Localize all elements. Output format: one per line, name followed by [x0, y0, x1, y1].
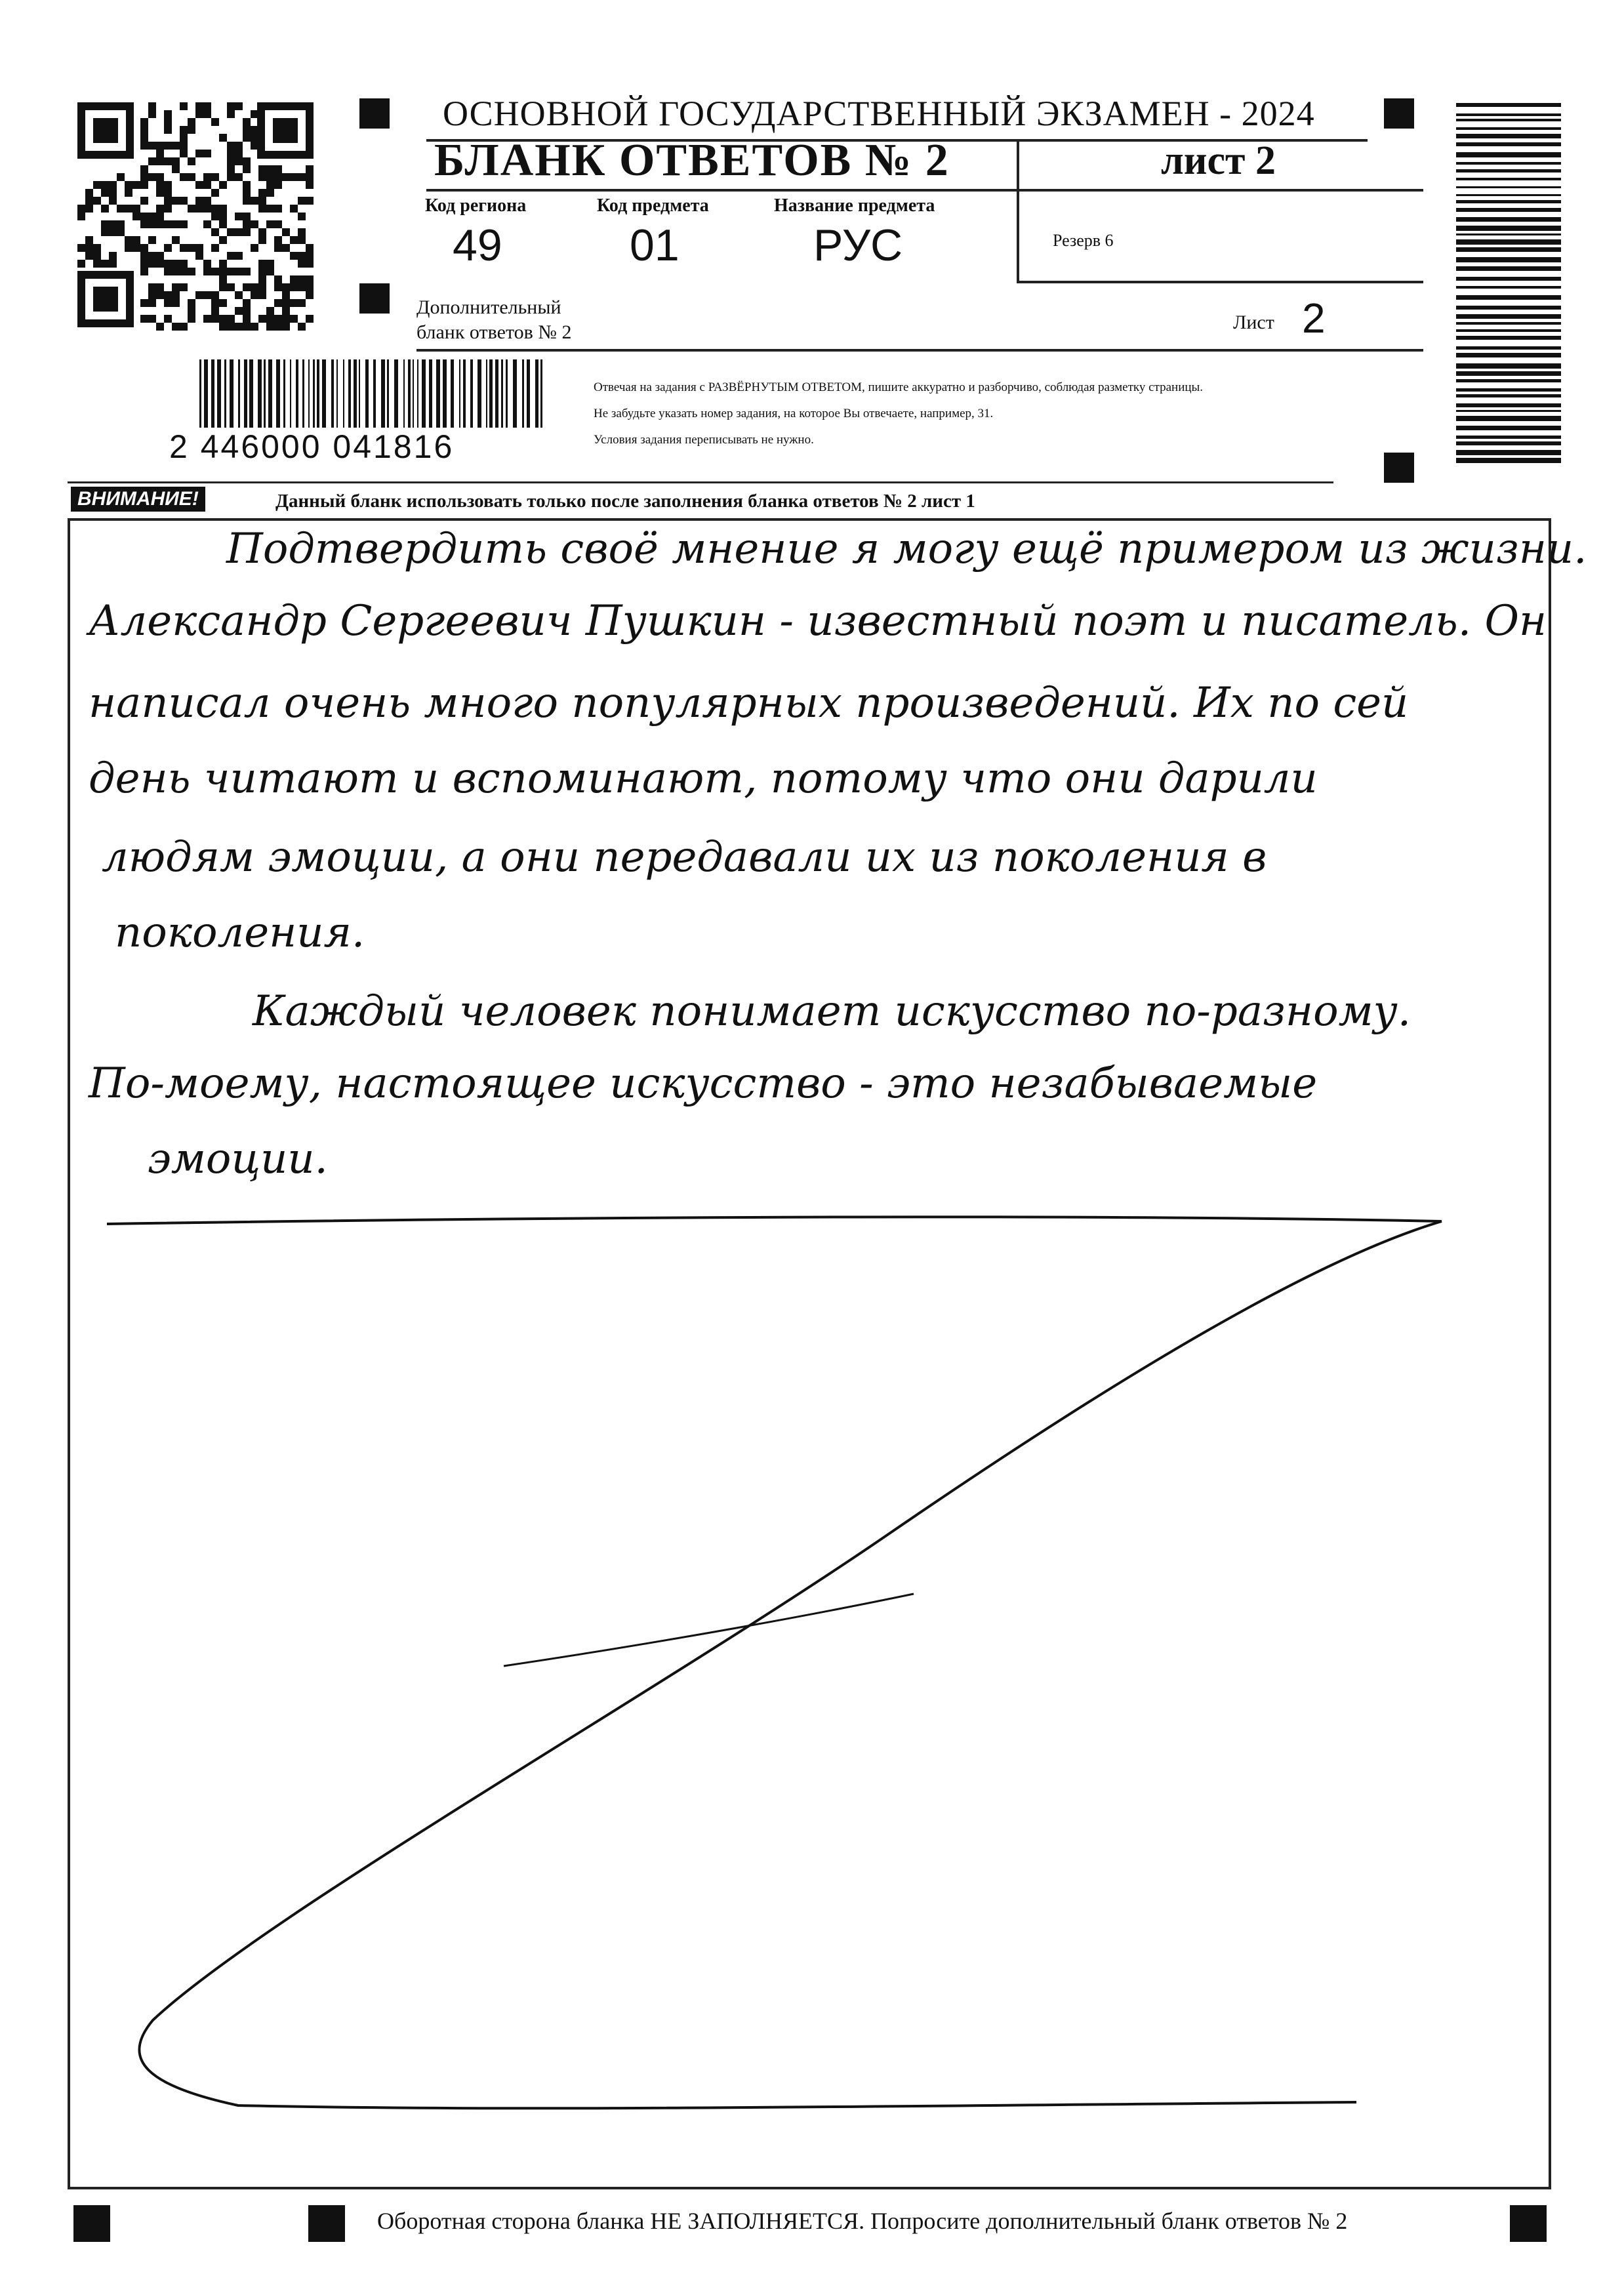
subject-code-value: 01 — [630, 220, 680, 270]
form-title: БЛАНК ОТВЕТОВ № 2 — [434, 135, 950, 186]
warning-text: Данный бланк использовать только после заполнения бланка ответов № 2 лист 1 — [275, 491, 975, 512]
instruction-line: Отвечая на задания с РАЗВЁРНУТЫМ ОТВЕТОМ, пишите аккуратно и разборчиво, соблюдая разметку страницы. — [594, 380, 1204, 394]
warning-badge: ВНИМАНИЕ! — [71, 487, 205, 512]
strike-out-mark — [68, 1194, 1551, 2125]
sheet-label: Лист — [1233, 312, 1274, 333]
subject-code-label: Код предмета — [597, 195, 709, 216]
answer-line: Каждый человек понимает искусство по-разному. — [253, 987, 1411, 1036]
answer-line: По-моему, настоящее искусство - это незабываемые — [89, 1059, 1318, 1108]
sheet-value: 2 — [1302, 295, 1326, 342]
registration-mark — [1384, 98, 1414, 129]
registration-mark — [308, 2205, 345, 2242]
instruction-line: Условия задания переписывать не нужно. — [594, 433, 814, 447]
answer-line: написал очень много популярных произведений. Их по сей — [89, 679, 1409, 727]
instruction-line: Не забудьте указать номер задания, на которое Вы отвечаете, например, 31. — [594, 407, 994, 420]
registration-mark — [359, 283, 390, 314]
additional-label-line1: Дополнительный — [416, 296, 561, 318]
region-value: 49 — [453, 220, 502, 270]
registration-mark — [73, 2205, 110, 2242]
additional-label-line2: бланк ответов № 2 — [416, 321, 572, 343]
answer-line: эмоции. — [148, 1135, 328, 1183]
qr-code — [73, 98, 317, 331]
answer-line: день читают и вспоминают, потому что они дарили — [89, 754, 1318, 803]
sheet-title: лист 2 — [1161, 138, 1276, 183]
registration-mark — [1384, 453, 1414, 483]
subject-name-value: РУС — [813, 220, 903, 270]
vertical-barcode — [1456, 102, 1561, 469]
footer-text: Оборотная сторона бланка НЕ ЗАПОЛНЯЕТСЯ. Попросите дополнительный бланк ответов № 2 — [377, 2208, 1348, 2234]
region-label: Код региона — [425, 195, 527, 216]
reserve-label: Резерв 6 — [1053, 231, 1114, 250]
answer-line: Подтвердить своё мнение я могу ещё примером из жизни. — [226, 525, 1587, 573]
barcode-number: 2 446000 041816 — [169, 428, 455, 465]
registration-mark — [1510, 2205, 1547, 2242]
answer-line: Александр Сергеевич Пушкин - известный поэт и писатель. Он — [89, 597, 1547, 645]
answer-line: поколения. — [115, 908, 365, 957]
answer-line: людям эмоции, а они передавали их из поколения в — [102, 833, 1267, 882]
exam-title: ОСНОВНОЙ ГОСУДАРСТВЕННЫЙ ЭКЗАМЕН - 2024 — [443, 94, 1315, 133]
registration-mark — [359, 98, 390, 129]
subject-name-label: Название предмета — [774, 195, 935, 216]
barcode — [197, 359, 551, 428]
